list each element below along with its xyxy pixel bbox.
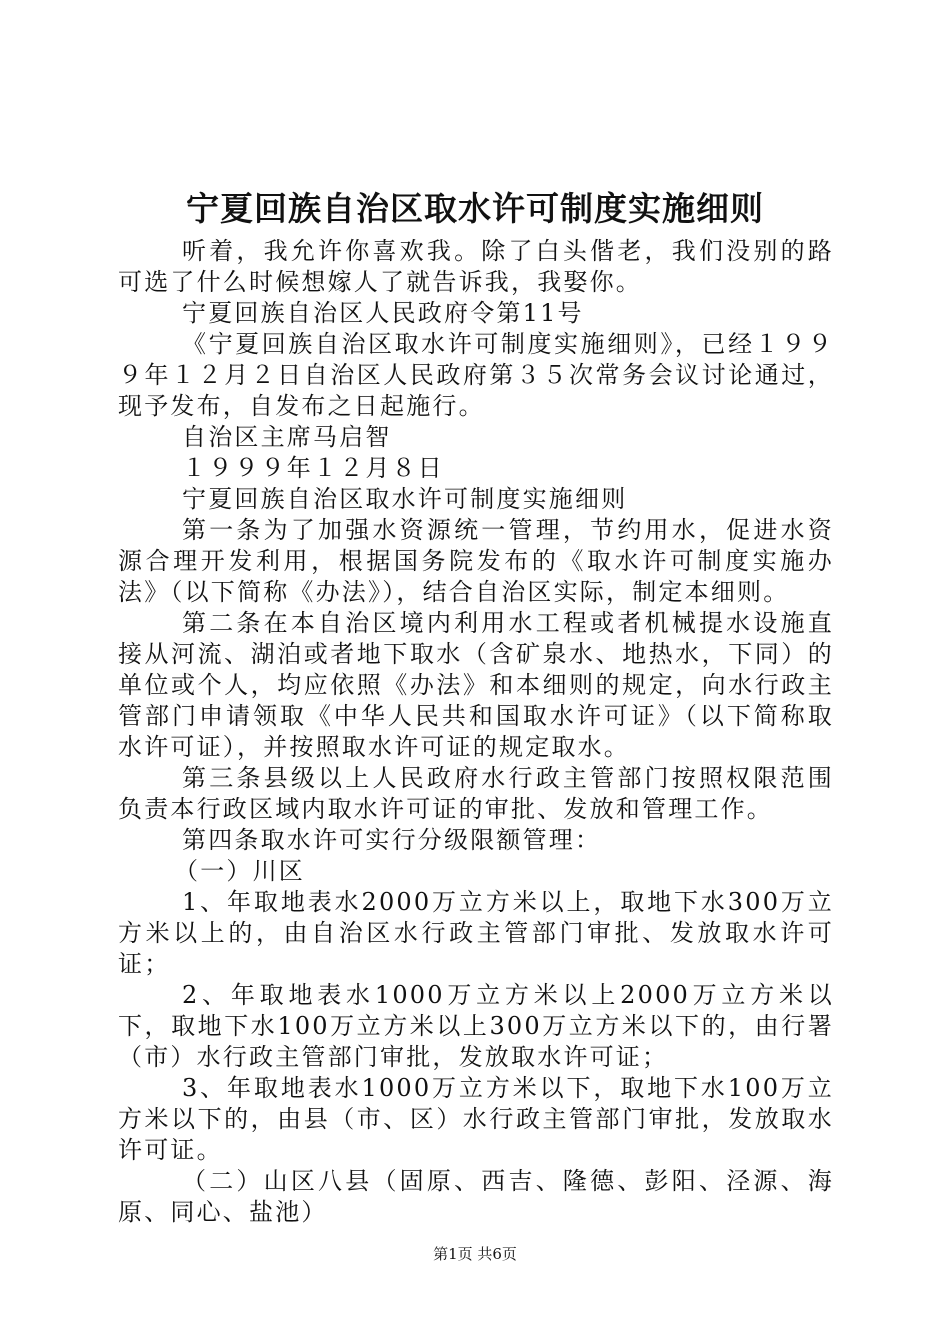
paragraph: 宁夏回族自治区取水许可制度实施细则: [182, 485, 628, 513]
paragraph: （二）山区八县（固原、西吉、隆德、彭阳、泾源、海原、同心、盐池）: [118, 1167, 834, 1226]
paragraph: 第一条为了加强水资源统一管理，节约用水，促进水资源合理开发利用，根据国务院发布的《取水许可制度实施办法》（以下简称《办法》），结合自治区实际，制定本细则。: [118, 516, 834, 606]
paragraph: 2、年取地表水1000万立方米以上2000万立方米以下，取地下水100万立方米以上300万立方米以下的，由行署（市）水行政主管部门审批，发放取水许可证；: [118, 981, 834, 1071]
paragraph: 第四条取水许可实行分级限额管理：: [182, 826, 602, 854]
paragraph: １９９９年１２月８日: [182, 454, 444, 482]
page-number-footer: 第1页 共6页: [433, 1245, 517, 1263]
paragraph: （一）川区: [174, 857, 305, 885]
document-title: 宁夏回族自治区取水许可制度实施细则: [186, 189, 764, 228]
paragraph: 第三条县级以上人民政府水行政主管部门按照权限范围负责本行政区域内取水许可证的审批、发放和管理工作。: [118, 764, 834, 823]
paragraph: 3、年取地表水1000万立方米以下，取地下水100万立方米以下的，由县（市、区）水行政主管部门审批，发放取水许可证。: [118, 1074, 834, 1164]
paragraph: 自治区主席马启智: [182, 423, 392, 451]
paragraph: 听着，我允许你喜欢我。除了白头偕老，我们没别的路可选了什么时候想嫁人了就告诉我，我娶你。: [118, 237, 834, 296]
paragraph: 《宁夏回族自治区取水许可制度实施细则》，已经１９９９年１２月２日自治区人民政府第３５次常务会议讨论通过，现予发布，自发布之日起施行。: [118, 330, 834, 420]
paragraph: 第二条在本自治区境内利用水工程或者机械提水设施直接从河流、湖泊或者地下取水（含矿泉水、地热水，下同）的单位或个人，均应依照《办法》和本细则的规定，向水行政主管部门申请领取《中华人民共和国取水许可证》（以下简称取水许可证），并按照取水许可证的规定取水。: [118, 609, 834, 761]
paragraph: 1、年取地表水2000万立方米以上，取地下水300万立方米以上的，由自治区水行政主管部门审批、发放取水许可证；: [118, 888, 834, 978]
paragraph: 宁夏回族自治区人民政府令第11号: [182, 299, 584, 327]
document-body: [118, 236, 834, 1228]
